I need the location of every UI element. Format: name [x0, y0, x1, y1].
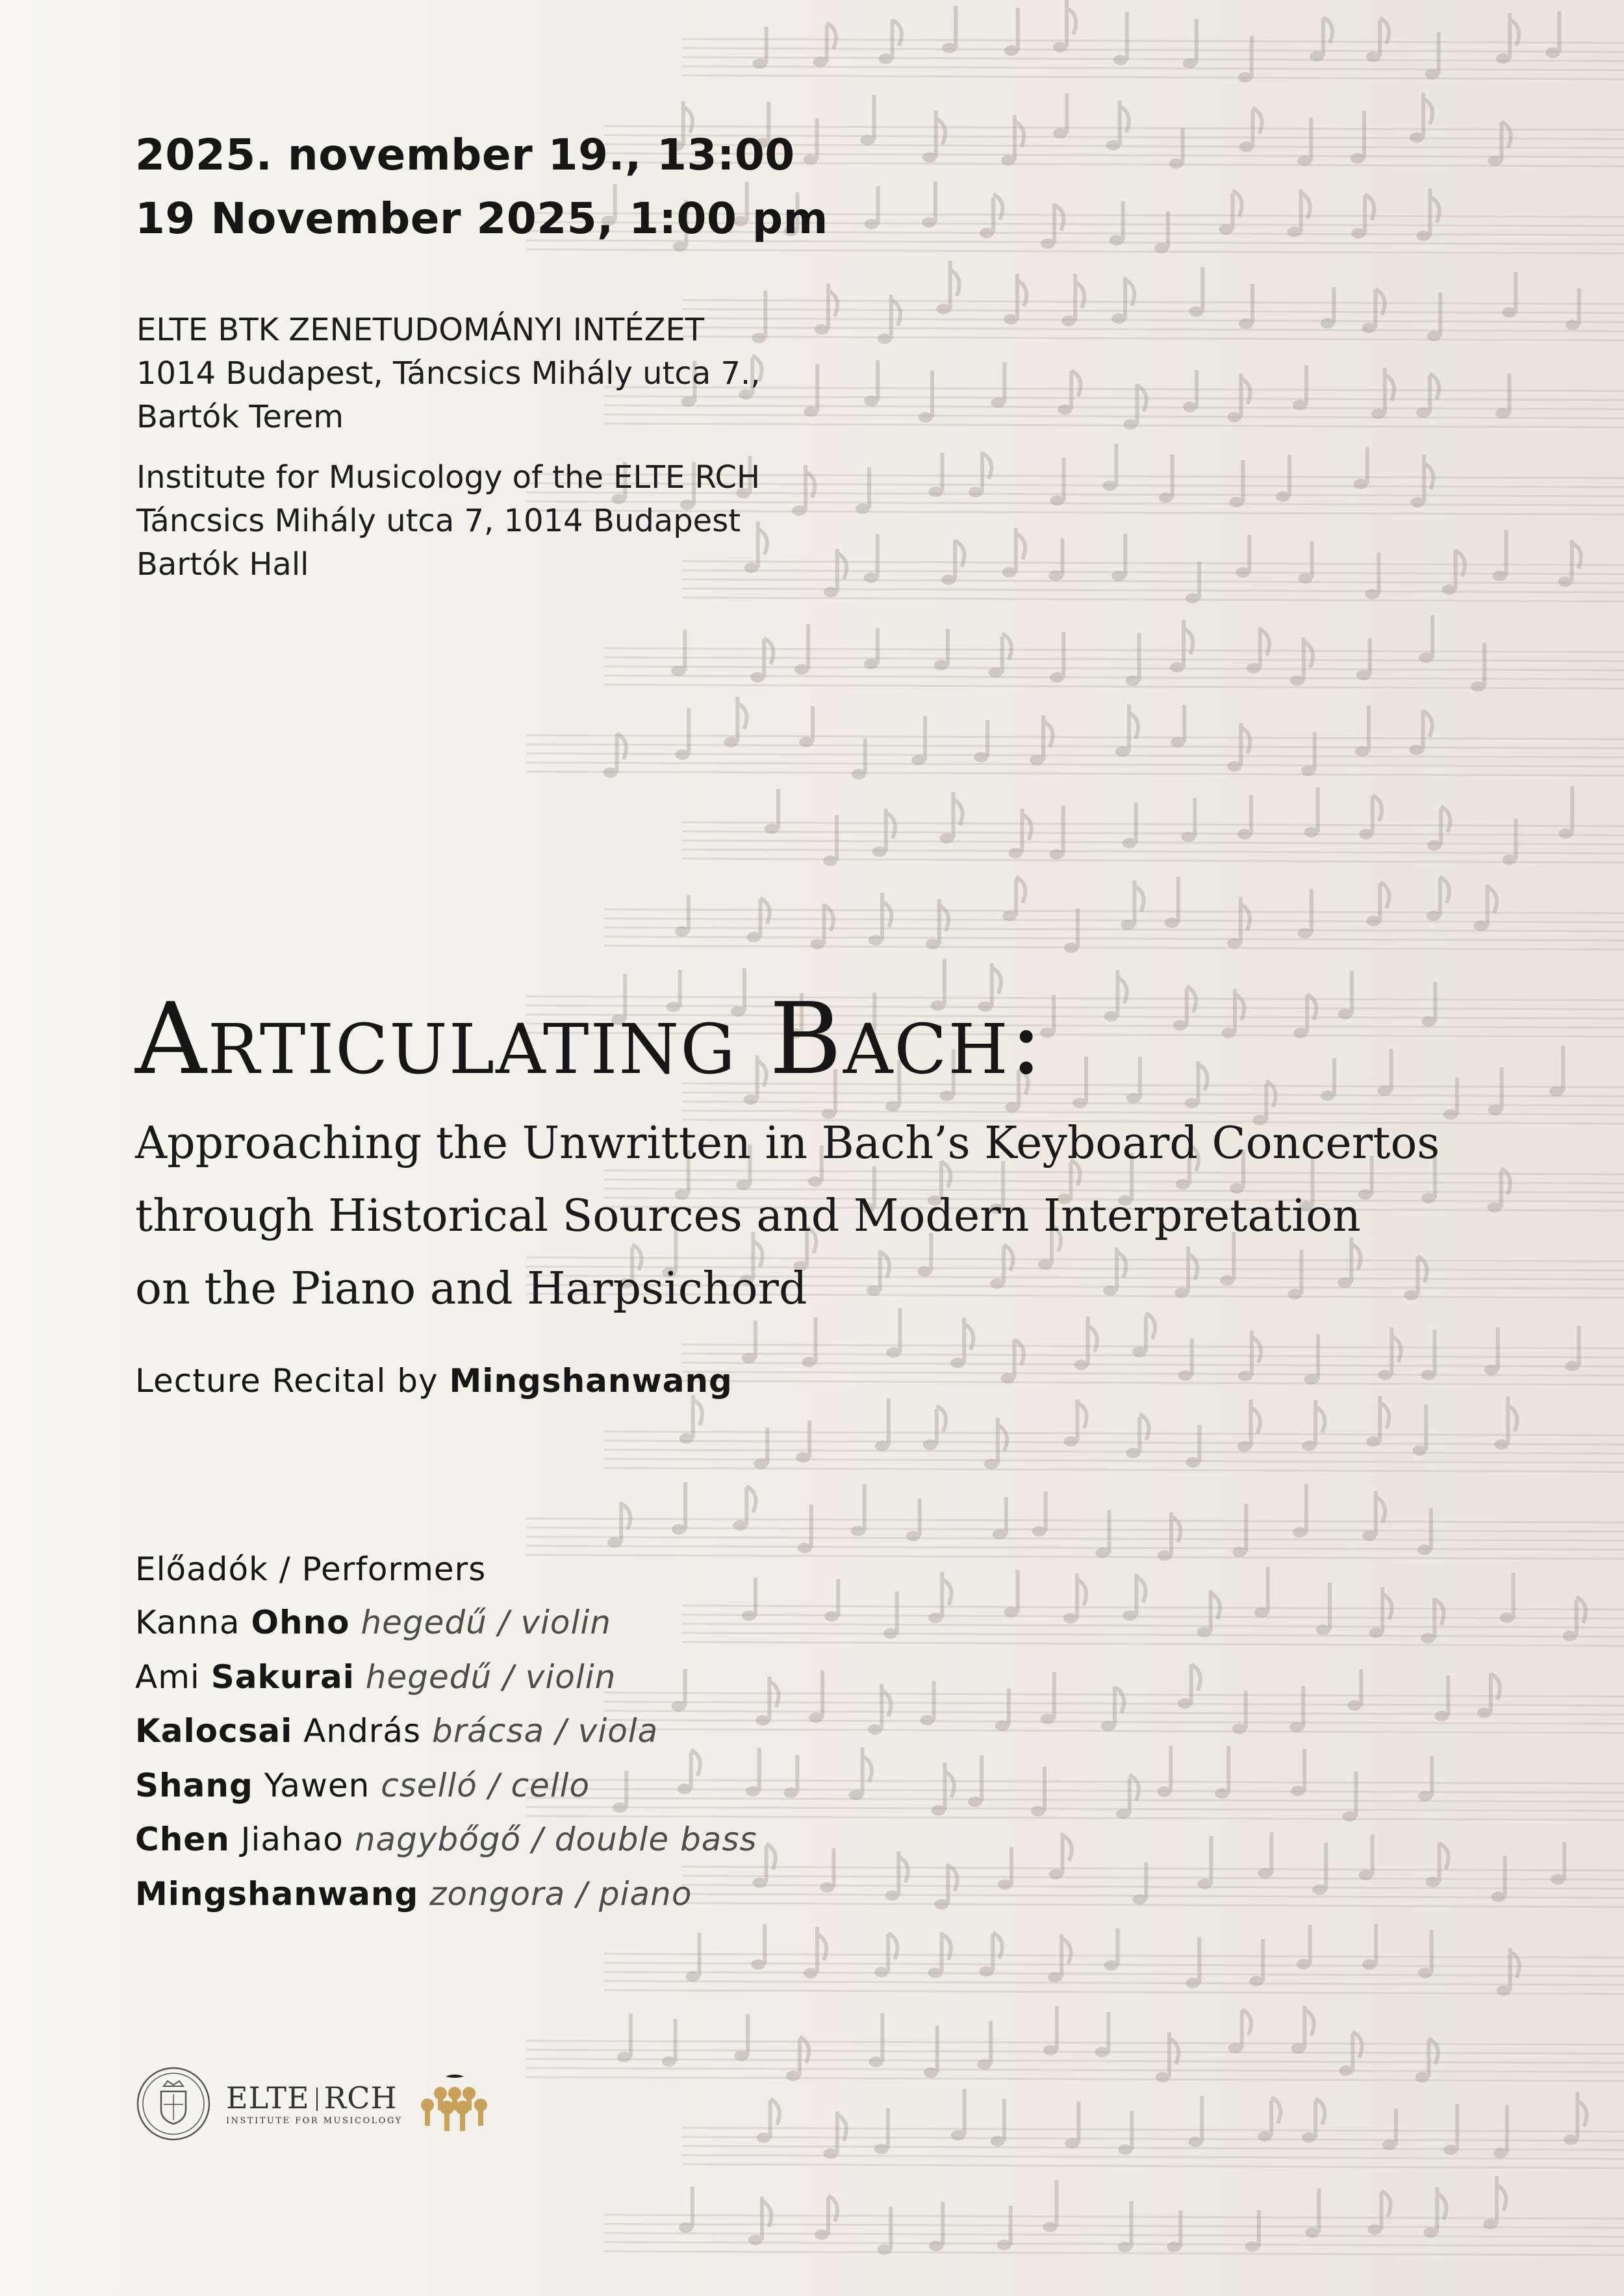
venue-en-address: Táncsics Mihály utca 7, 1014 Budapest [136, 503, 741, 539]
performer-given-name: Kanna [135, 1604, 240, 1641]
logo-subtitle: INSTITUTE FOR MUSICOLOGY [226, 2116, 403, 2126]
performer-given-name: András [303, 1712, 422, 1750]
university-seal-icon [135, 2065, 212, 2142]
event-date-hungarian: 2025. november 19., 13:00 [135, 130, 795, 180]
performer-given-name: Ami [135, 1658, 200, 1696]
performer-row [135, 1867, 757, 1922]
performer-family-name: Sakurai [210, 1658, 355, 1696]
performer-row [135, 1759, 757, 1813]
gold-pipes-emblem-icon [414, 2071, 494, 2136]
logo-bar [135, 2065, 494, 2142]
logo-divider [316, 2088, 318, 2111]
lecture-recital-line [135, 1357, 733, 1404]
performer-instrument: hegedű / violin [361, 1604, 611, 1641]
elte-logo-text: ELTE [226, 2080, 310, 2115]
performer-given-name: Yawen [264, 1766, 370, 1804]
venue-hu-room: Bartók Terem [136, 399, 344, 435]
performer-instrument: cselló / cello [381, 1766, 590, 1804]
performer-family-name: Shang [135, 1766, 253, 1804]
event-date-english: 19 November 2025, 1:00 pm [135, 194, 828, 244]
venue-hungarian [136, 309, 761, 439]
rch-logo-text: RCH [324, 2080, 398, 2115]
performer-family-name: Chen [135, 1821, 230, 1858]
recital-prefix: Lecture Recital by [135, 1362, 438, 1400]
subtitle [135, 1107, 1440, 1326]
performer-instrument: hegedű / violin [365, 1658, 616, 1696]
performer-instrument: brácsa / viola [431, 1712, 659, 1750]
event-date-block [135, 123, 828, 251]
title-block [135, 981, 1440, 1326]
venue-hu-name: ELTE BTK ZENETUDOMÁNYI INTÉZET [136, 312, 705, 348]
subtitle-line-3: on the Piano and Harpsichord [135, 1263, 807, 1315]
performer-family-name: Ohno [251, 1604, 350, 1641]
performer-instrument: nagybőgő / double bass [354, 1821, 757, 1858]
venue-en-room: Bartók Hall [136, 546, 309, 583]
venue-english [136, 456, 760, 587]
performer-instrument: zongora / piano [429, 1874, 692, 1913]
subtitle-line-2: through Historical Sources and Modern Interpretation [135, 1191, 1361, 1242]
performer-row [135, 1704, 757, 1759]
performer-family-name: Kalocsai [135, 1712, 293, 1750]
venue-en-name: Institute for Musicology of the ELTE RCH [136, 459, 761, 496]
venue-hu-address: 1014 Budapest, Táncsics Mihály utca 7., [136, 355, 761, 392]
performer-row [135, 1650, 757, 1705]
subtitle-line-1: Approaching the Unwritten in Bach’s Keyboard Concertos [135, 1118, 1440, 1169]
performers-list [135, 1543, 757, 1921]
elte-rch-logo [226, 2080, 403, 2127]
performers-heading: Előadók / Performers [135, 1550, 487, 1588]
recital-name: Mingshanwang [449, 1362, 733, 1400]
performer-row [135, 1813, 757, 1867]
performer-row [135, 1596, 757, 1650]
performer-given-name: Jiahao [240, 1821, 344, 1858]
performer-family-name: Mingshanwang [135, 1874, 419, 1913]
main-title: Articulating Bach: [135, 981, 1045, 1096]
